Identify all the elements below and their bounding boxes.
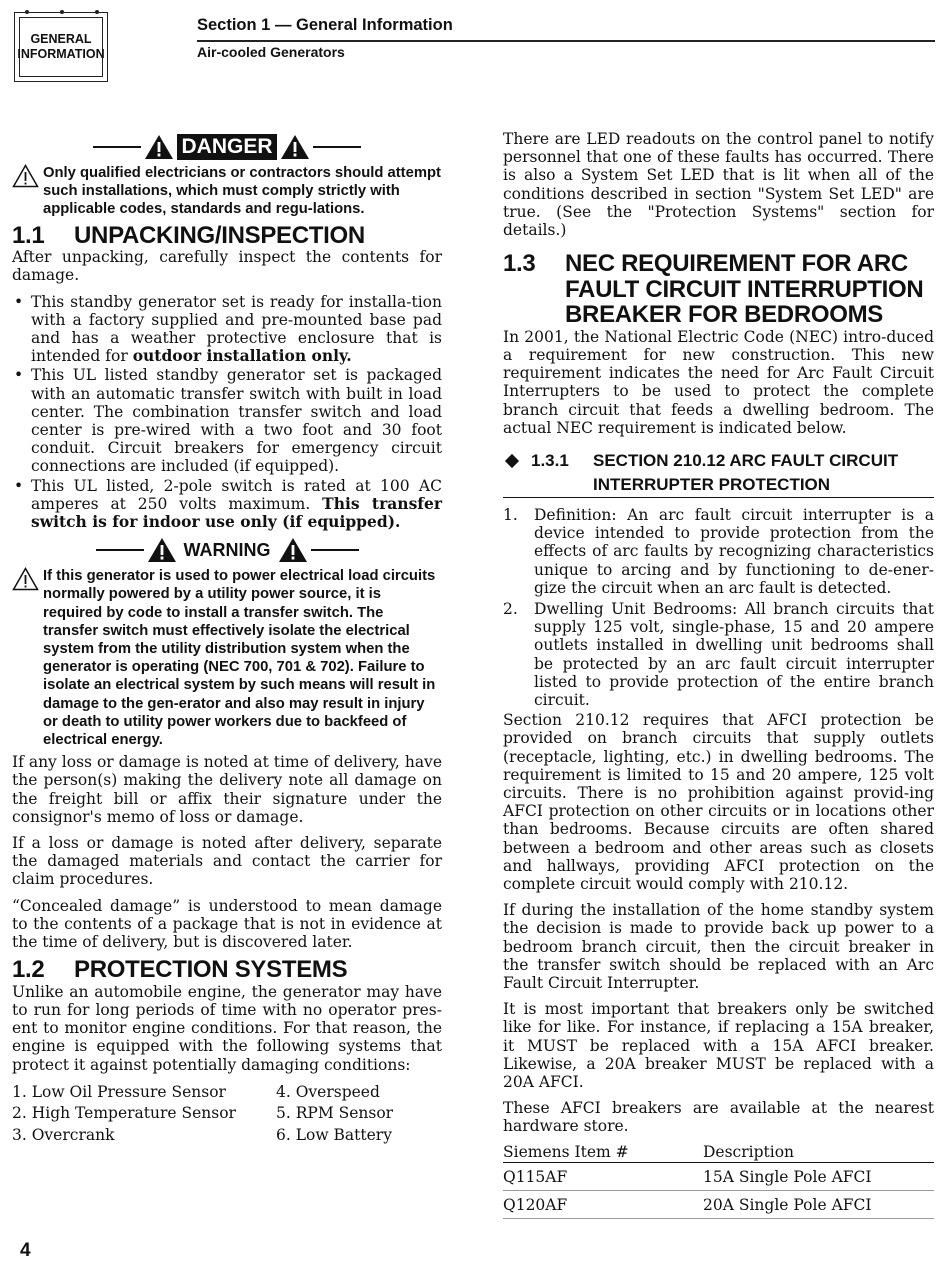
damage-paragraph: “Concealed damage” is understood to mean damage to the contents of a package that is not in evidence at the time of delivery, but is discovered later. xyxy=(12,896,442,952)
afci-paragraph: It is most important that breakers only be switched like for like. For instance, if replacing a 15A breaker, it MUST be replaced with a 15A AFCI breaker. Likewise, a 20A breaker MUST be replaced with a 20A AFCI. xyxy=(503,1000,934,1092)
protection-systems-list xyxy=(12,1082,442,1147)
list-item: 2. High Temperature Sensor xyxy=(12,1104,236,1123)
warning-triangle-icon xyxy=(144,134,174,160)
definitions-list xyxy=(503,506,934,709)
left-column xyxy=(12,130,442,1146)
nec-intro: In 2001, the National Electric Code (NEC) intro-duced a requirement for new construction. This new requirement indicates the need for Arc Fault Circuit Interrupters to be used to protect the complete branch circuit that feeds a dwelling bedroom. The actual NEC requirement is indicated below. xyxy=(503,327,934,437)
afci-paragraph: These AFCI breakers are available at the nearest hardware store. xyxy=(503,1099,934,1136)
column-header: Description xyxy=(703,1142,795,1161)
table-cell: Q115AF xyxy=(503,1167,568,1186)
heading-1-1: 1.1 UNPACKING/INSPECTION xyxy=(12,221,365,249)
list-item: 2. Dwelling Unit Bedrooms: All branch circuits that supply 125 volt, single-phase, 15 and 20 ampere outlets installed in dwelling unit bedrooms shall be protected by an arc fault circuit interrupter listed to provide protection of the entire branch circuit. xyxy=(503,599,934,709)
warning-triangle-icon xyxy=(280,134,310,160)
table-row xyxy=(503,1163,934,1191)
page-number: 4 xyxy=(20,1240,31,1261)
list-item: 5. RPM Sensor xyxy=(276,1104,394,1123)
list-item: 3. Overcrank xyxy=(12,1125,115,1144)
table-row xyxy=(503,1191,934,1219)
warning-triangle-icon xyxy=(147,537,177,563)
table-cell: 15A Single Pole AFCI xyxy=(703,1167,872,1186)
damage-paragraph: If a loss or damage is noted after delivery, separate the damaged materials and contact the carrier for claim procedures. xyxy=(12,834,442,889)
heading-1-3-1: 1.3.1 SECTION 210.12 ARC FAULT CIRCUIT INTERRUPTER PROTECTION xyxy=(503,449,934,498)
warning-label: WARNING xyxy=(183,539,271,560)
parts-table-header xyxy=(503,1142,934,1163)
list-item: • This UL listed, 2-pole switch is rated at 100 AC amperes at 250 volts maximum. This transfer switch is for indoor use only (if equipped). xyxy=(12,477,442,532)
heading-1-3: 1.3 NEC REQUIREMENT FOR ARC FAULT CIRCUIT INTERRUPTION BREAKER FOR BEDROOMS xyxy=(503,250,924,329)
caution-triangle-icon xyxy=(12,567,39,591)
heading-1-2: 1.2 PROTECTION SYSTEMS xyxy=(12,956,348,984)
list-item: 1. Definition: An arc fault circuit interrupter is a device intended to provide protection from the effects of arc faults by recognizing characteristics unique to arcing and by functioning to de-ener-gize the circuit when an arc fault is detected. xyxy=(503,505,934,597)
list-item: 1. Low Oil Pressure Sensor xyxy=(12,1082,226,1101)
section-title: Section 1 — General Information xyxy=(197,16,453,34)
section-subtitle: Air-cooled Generators xyxy=(197,44,345,60)
list-item: • This UL listed standby generator set is packaged with an automatic transfer switch with built in load center. The combination transfer switch and load center is pre-wired with a two foot and 30 foot conduit. Circuit breakers for emergency circuit connections are included (if equipped). xyxy=(12,366,442,475)
afci-paragraph: Section 210.12 requires that AFCI protection be provided on branch circuits that supply outlets (receptacle, lighting, etc.) in dwelling bedrooms. The requirement is limited to 15 and 20 ampere, 125 volt circuits. There is no prohibition against provid-ing AFCI protection on other circuits or in locations other than bedrooms. Because circuits are often shared between a bedroom and other areas such as closets and hallways, providing AFCI protection on the complete circuit would comply with 210.12. xyxy=(503,711,934,893)
list-item: 6. Low Battery xyxy=(276,1125,392,1144)
right-column xyxy=(503,130,934,1219)
diamond-bullet-icon xyxy=(505,454,519,468)
danger-notice xyxy=(12,164,442,219)
protection-continued: There are LED readouts on the control panel to notify personnel that one of these faults has occurred. There is also a System Set LED that is lit when all of the conditions described in section "System Set LED" are true. (See the "Protection Systems" section for details.) xyxy=(503,130,934,240)
general-information-badge xyxy=(14,12,108,82)
badge-label: GENERAL INFORMATION xyxy=(19,17,103,77)
afci-paragraph: If during the installation of the home standby system the decision is made to provide back up power to a bedroom branch circuit, then the circuit breaker in the transfer switch should be replaced with an Arc Fault Circuit Interrupter. xyxy=(503,901,934,993)
list-item: 4. Overspeed xyxy=(276,1082,380,1101)
warning-notice xyxy=(12,567,442,749)
warning-text: If this generator is used to power electrical load circuits normally powered by a utility power source, it is required by code to install a transfer switch. The transfer switch must effectively isolate the electrical system from the utility distribution system when the generator is operating (NEC 700, 701 & 702). Failure to isolate an electrical system by such means will result in damage to the gen-erator and also may result in injury or death to utility power workers due to backfeed of electrical energy. xyxy=(43,568,436,748)
damage-paragraph: If any loss or damage is noted at time of delivery, have the person(s) making the delivery note all damage on the freight bill or affix their signature under the consignor's memo of loss or damage. xyxy=(12,753,442,826)
protection-intro: Unlike an automobile engine, the generator may have to run for long periods of time with no operator pres-ent to monitor engine conditions. For that reason, the engine is equipped with the following systems that protect it against potentially damaging conditions: xyxy=(12,982,442,1074)
table-cell: Q120AF xyxy=(503,1195,568,1214)
danger-label: DANGER xyxy=(177,134,276,160)
column-header: Siemens Item # xyxy=(503,1142,629,1161)
warning-triangle-icon xyxy=(278,537,308,563)
table-cell: 20A Single Pole AFCI xyxy=(703,1195,872,1214)
unpacking-intro: After unpacking, carefully inspect the contents for damage. xyxy=(12,248,442,285)
list-item: • This standby generator set is ready for installa-tion with a factory supplied and pre-mounted base pad and has a weather protective enclosure that is intended for outdoor installation only. xyxy=(12,293,442,366)
danger-signal xyxy=(12,134,442,160)
header-divider xyxy=(197,40,935,42)
danger-text: Only qualified electricians or contractors should attempt such installations, which must comply strictly with applicable codes, standards and regu-lations. xyxy=(43,165,441,218)
caution-triangle-icon xyxy=(12,164,39,188)
warning-signal xyxy=(12,537,442,563)
unpacking-bullets xyxy=(12,293,442,532)
